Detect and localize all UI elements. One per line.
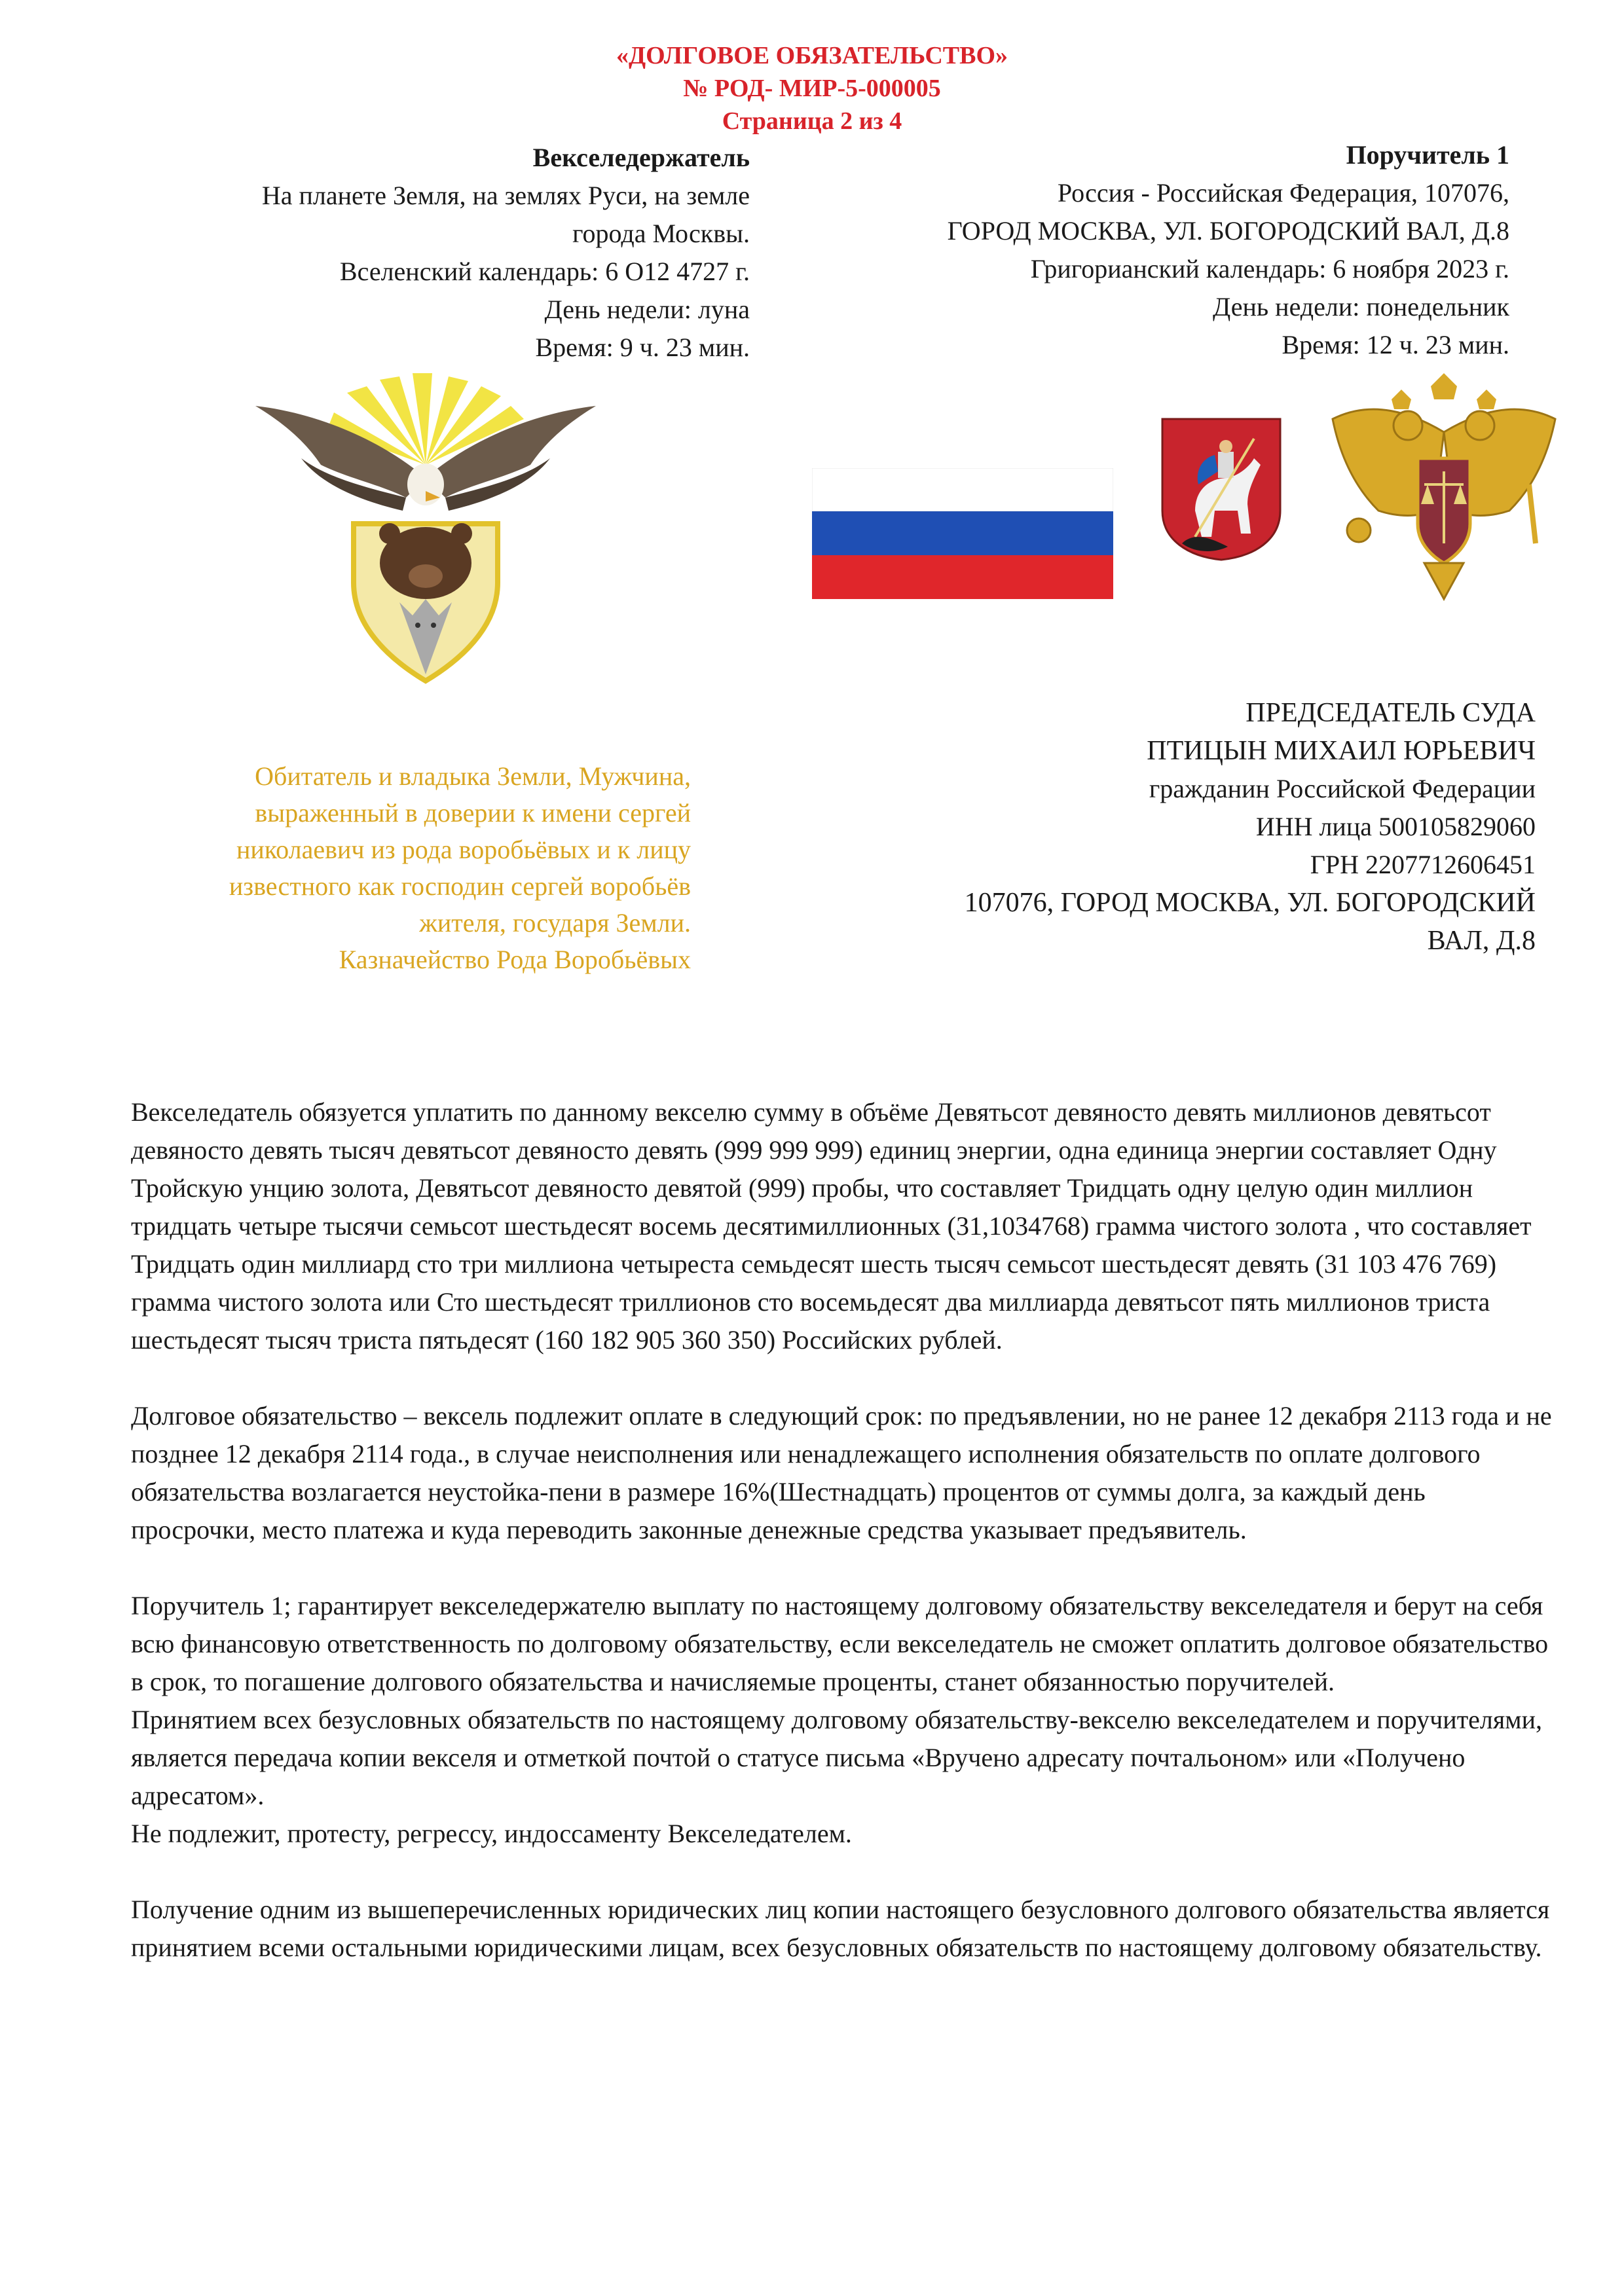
paragraph-no-protest: Не подлежит, протесту, регрессу, индоссаменту Векселедателем. [131, 1819, 852, 1848]
russian-eagle-coat-icon [1320, 373, 1568, 609]
court-official-block [819, 694, 1536, 960]
guarantor-time: Время: 12 ч. 23 мин. [1282, 330, 1509, 359]
official-name: ПТИЦЫН МИХАИЛ ЮРЬЕВИЧ [1147, 736, 1536, 766]
paragraph-receipt: Получение одним из вышеперечисленных юридических лиц копии настоящего безусловного долгового обязательства является принятием всеми остальными юридическими лицам, всех безусловных обязательств по настоящему долговому обязательству. [131, 1895, 1550, 1962]
paragraph-payment-term: Долговое обязательство – вексель подлежит оплате в следующий срок: по предъявлении, но не ранее 12 декабря 2113 года и не позднее 12 декабря 2114 года., в случае неисполнения или ненадлежащего исполнения обязательств по оплате долгового обязательства возлагается неустойка-пени в размере 16%(Шестнадцать) процентов от суммы долга, за каждый день просрочки, место платежа и куда переводить законные денежные средства указывает предъявитель. [131, 1401, 1552, 1544]
family-emblem-icon [249, 367, 602, 694]
document-header [0, 39, 1624, 137]
document-body [131, 1093, 1552, 2005]
document-title: «ДОЛГОВОЕ ОБЯЗАТЕЛЬСТВО» [616, 42, 1008, 69]
official-position: ПРЕДСЕДАТЕЛЬ СУДА [1246, 698, 1536, 728]
holder-heading: Векселедержатель [532, 143, 750, 172]
holder-place-line1: На планете Земля, на землях Руси, на земле [261, 181, 750, 210]
official-address-line1: 107076, ГОРОД МОСКВА, УЛ. БОГОРОДСКИЙ [964, 888, 1536, 918]
treasury-line5: жителя, государя Земли. [419, 908, 691, 938]
holder-block [118, 139, 750, 367]
treasury-line1: Обитатель и владыка Земли, Мужчина, [255, 761, 691, 791]
page-indicator: Страница 2 из 4 [722, 107, 902, 135]
official-grn: ГРН 2207712606451 [1310, 850, 1536, 879]
moscow-coat-of-arms-icon [1156, 412, 1287, 563]
holder-calendar: Вселенский календарь: 6 О12 4727 г. [339, 257, 750, 286]
treasury-line2: выраженный в доверии к имени сергей [255, 798, 691, 828]
treasury-line3: николаевич из рода воробьёвых и к лицу [236, 835, 691, 864]
treasury-line6: Казначейство Рода Воробьёвых [339, 945, 691, 974]
official-inn: ИНН лица 500105829060 [1255, 812, 1536, 841]
russian-flag-icon [812, 468, 1113, 599]
holder-time: Время: 9 ч. 23 мин. [535, 333, 750, 362]
paragraph-payment-amount: Векселедатель обязуется уплатить по данному векселю сумму в объёме Девятьсот девяносто девять миллионов девятьсот девяносто девять тысяч девятьсот девяносто девять (999 999 999) единиц энергии, одна единица энергии составляет Одну Тройскую унцию золота, Девятьсот девяносто девятой (999) пробы, что составляет Тридцать одну целую один миллион тридцать четыре тысячи семьсот шестьдесят восемь десятимиллионных (31,1034768) грамма чистого золота , что составляет Тридцать один миллиард сто три миллиона четыреста семьдесят шесть тысяч семьсот шестьдесят девять (31 103 476 769) грамма чистого золота или Сто шестьдесят триллионов сто восемьдесят два миллиарда девятьсот пять миллионов триста шестьдесят тысяч триста пятьдесят (160 182 905 360 350) Российских рублей. [131, 1097, 1532, 1355]
guarantor-heading: Поручитель 1 [1346, 140, 1509, 170]
official-address-line2: ВАЛ, Д.8 [1427, 926, 1536, 956]
guarantor-address-line2: ГОРОД МОСКВА, УЛ. БОГОРОДСКИЙ ВАЛ, Д.8 [947, 216, 1509, 246]
treasury-block [79, 758, 691, 978]
guarantor-address-line1: Россия - Российская Федерация, 107076, [1057, 178, 1509, 208]
treasury-line4: известного как господин сергей воробьёв [229, 871, 691, 901]
document-number: № РОД- МИР-5-000005 [683, 75, 941, 102]
guarantor-calendar: Григорианский календарь: 6 ноября 2023 г. [1030, 254, 1509, 283]
paragraph-acceptance: Принятием всех безусловных обязательств по настоящему долговому обязательству-векселю векселедателем и поручителями, является передача копии векселя и отметкой почтой о статусе письма «Вручено адресату почтальоном» или «Получено адресатом». [131, 1705, 1542, 1810]
official-citizenship: гражданин Российской Федерации [1149, 774, 1536, 803]
holder-weekday: День недели: луна [544, 295, 750, 324]
paragraph-guarantee: Поручитель 1; гарантирует векселедержателю выплату по настоящему долговому обязательству векселедателя и берут на себя всю финансовую ответственность по долговому обязательству, если векселедатель не сможет оплатить долговое обязательство в срок, то погашение долгового обязательства и начисляемые проценты, станет обязанностью поручителей. [131, 1591, 1549, 1696]
guarantor-weekday: День недели: понедельник [1213, 292, 1509, 321]
guarantor-block [786, 136, 1509, 364]
holder-place-line2: города Москвы. [572, 219, 750, 248]
